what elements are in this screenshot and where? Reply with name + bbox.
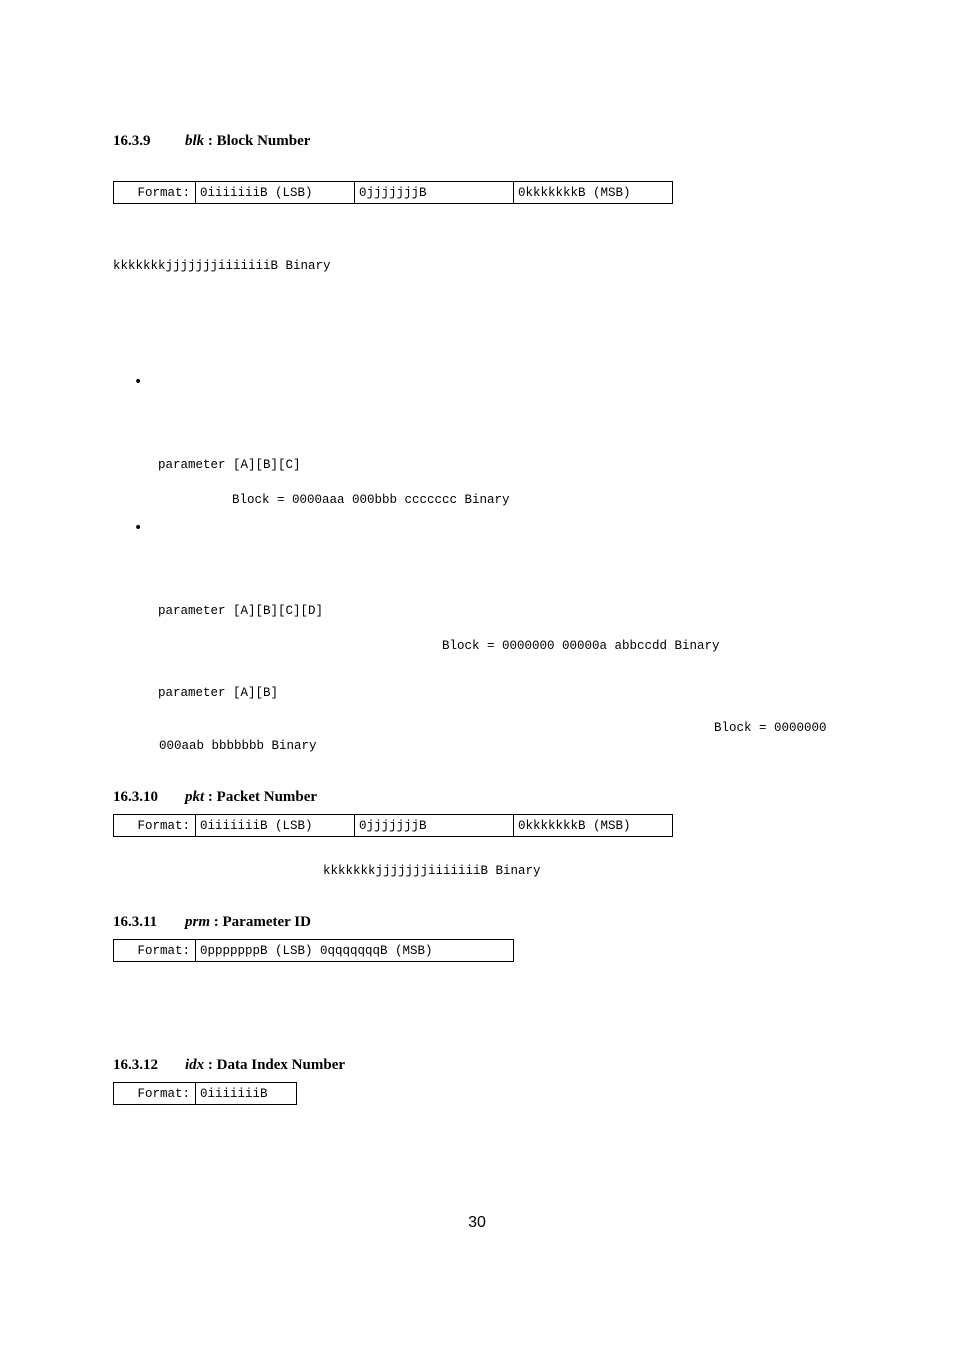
format-cell-value: 0iiiiiiiB: [196, 1083, 297, 1105]
format-cell-mid: 0jjjjjjjB: [355, 182, 514, 204]
section-separator: :: [207, 1057, 213, 1073]
format-label: Format:: [114, 815, 196, 837]
block-formula-abcd: Block = 0000000 00000a abbccdd Binary: [442, 639, 720, 653]
format-cell-lsb: 0iiiiiiiB (LSB): [196, 182, 355, 204]
section-separator: :: [213, 914, 219, 930]
section-title: Packet Number: [216, 789, 318, 805]
bullet-1: •: [134, 374, 143, 390]
format-cell-lsb: 0iiiiiiiB (LSB): [196, 815, 355, 837]
format-label: Format:: [114, 940, 196, 962]
section-number: 16.3.9: [113, 133, 151, 149]
format-table-prm: [113, 939, 514, 962]
section-number: 16.3.11: [113, 914, 158, 930]
section-number: 16.3.10: [113, 789, 158, 805]
parameter-abc: parameter [A][B][C]: [158, 458, 301, 472]
format-table-idx: [113, 1082, 297, 1105]
format-cell-lsb-msb: 0pppppppB (LSB) 0qqqqqqqB (MSB): [196, 940, 514, 962]
section-term: idx: [185, 1057, 205, 1073]
format-cell-msb: 0kkkkkkkB (MSB): [514, 815, 673, 837]
binary-line-pkt: kkkkkkkjjjjjjjiiiiiiiB Binary: [323, 864, 541, 878]
block-formula-ab-part1: Block = 0000000: [714, 721, 827, 735]
section-heading-pkt: [113, 788, 317, 806]
format-cell-msb: 0kkkkkkkB (MSB): [514, 182, 673, 204]
format-label: Format:: [114, 182, 196, 204]
section-heading-idx: [113, 1056, 345, 1074]
section-title: Parameter ID: [222, 914, 311, 930]
parameter-abcd: parameter [A][B][C][D]: [158, 604, 324, 618]
format-label: Format:: [114, 1083, 196, 1105]
block-formula-abc: Block = 0000aaa 000bbb ccccccc Binary: [232, 493, 510, 507]
format-table-pkt: [113, 814, 673, 837]
bullet-2: •: [134, 520, 143, 536]
section-separator: :: [207, 789, 213, 805]
section-heading-prm: [113, 913, 311, 931]
section-title: Block Number: [216, 133, 311, 149]
section-title: Data Index Number: [216, 1057, 346, 1073]
block-formula-ab-part2: 000aab bbbbbbb Binary: [159, 739, 317, 753]
binary-line-blk: kkkkkkkjjjjjjjiiiiiiiB Binary: [113, 259, 331, 273]
section-separator: :: [207, 133, 213, 149]
section-term: pkt: [185, 789, 205, 805]
section-term: prm: [185, 914, 211, 930]
section-number: 16.3.12: [113, 1057, 158, 1073]
format-cell-mid: 0jjjjjjjB: [355, 815, 514, 837]
parameter-ab: parameter [A][B]: [158, 686, 279, 700]
section-term: blk: [185, 133, 205, 149]
page-number: 30: [468, 1214, 486, 1231]
section-heading-blk: [113, 132, 310, 150]
format-table-blk: [113, 181, 673, 204]
